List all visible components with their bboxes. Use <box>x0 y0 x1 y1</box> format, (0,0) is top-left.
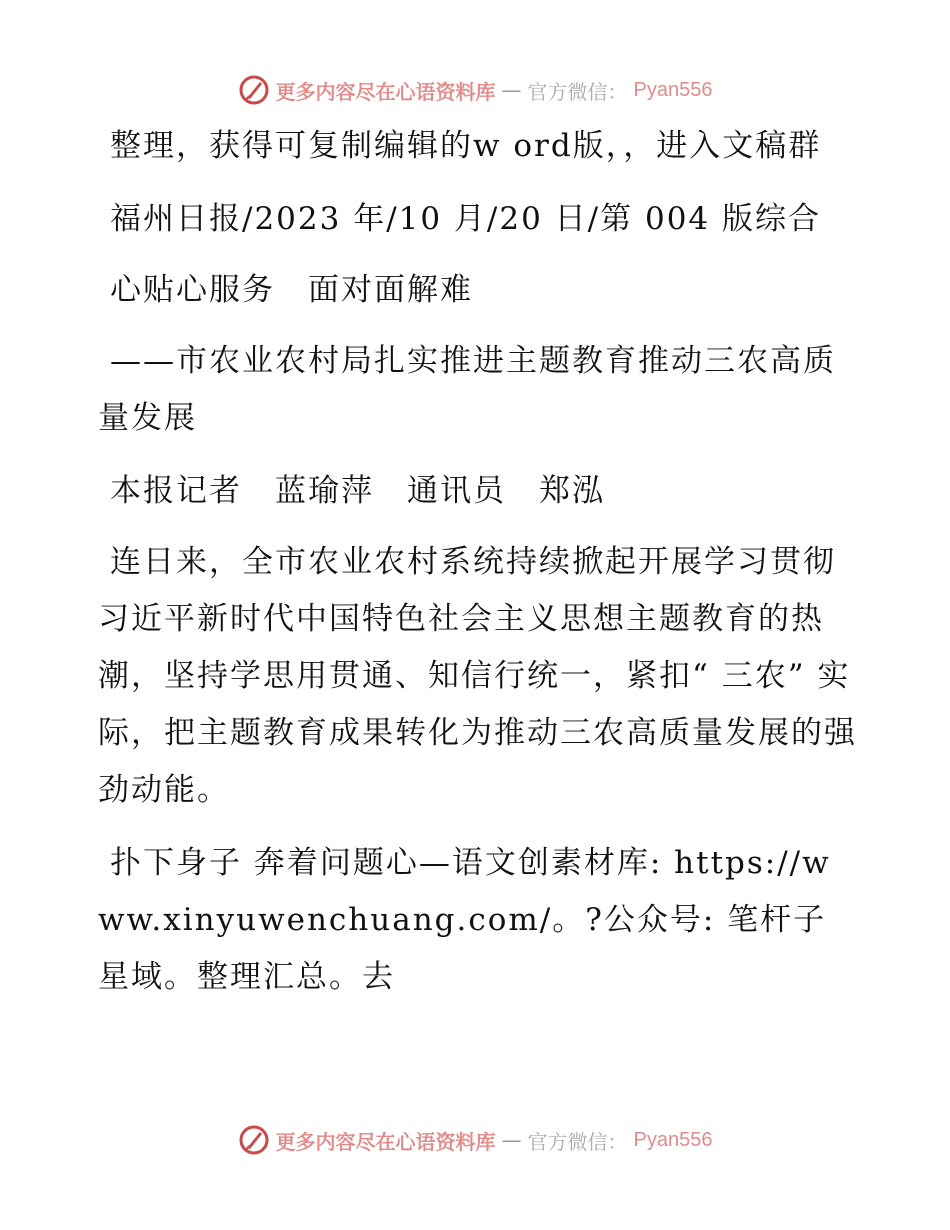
paragraph-lead: 连日来，全市农业农村系统持续掀起开展学习贯彻习近平新时代中国特色社会主义思想主题教育的热潮，坚持学思用贯通、知信行统一，紧扣“ 三农” 实际，把主题教育成果转化为推动三农高质量发展的强劲动能。 <box>98 544 857 808</box>
paragraph-section-heading: 扑下身子 奔着问题心—语文创素材库: https://www.xinyuwenchuang.com/。?公众号: 笔杆子星域。整理汇总。去 <box>98 845 831 995</box>
watermark-dash: — <box>501 1128 522 1152</box>
watermark-wechat-id: Pyan556 <box>633 78 713 101</box>
watermark-official-label: 官方微信： <box>527 1129 628 1154</box>
article-title: 心贴心服务 面对面解难 <box>110 272 473 308</box>
article-subtitle: ——市农业农村局扎实推进主题教育推动三农高质量发展 <box>98 343 836 436</box>
watermark-official-label: 官方微信： <box>527 79 628 104</box>
watermark-footer <box>0 1120 950 1160</box>
paragraph-intro: 整理，获得可复制编辑的w ord版，，进入文稿群 <box>110 128 822 164</box>
watermark-wechat-id: Pyan556 <box>633 1128 713 1151</box>
feather-pen-logo-icon <box>238 1124 270 1156</box>
watermark-header <box>0 70 950 110</box>
paragraph-source: 福州日报/2023 年/10 月/20 日/第 004 版综合 <box>110 201 822 237</box>
watermark-main-text: 更多内容尽在心语资料库 <box>275 1129 496 1154</box>
watermark-dash: — <box>501 78 522 102</box>
document-body <box>98 118 858 1022</box>
feather-pen-logo-icon <box>238 74 270 106</box>
watermark-main-text: 更多内容尽在心语资料库 <box>275 79 496 104</box>
article-byline: 本报记者 蓝瑜萍 通讯员 郑泓 <box>110 473 605 509</box>
